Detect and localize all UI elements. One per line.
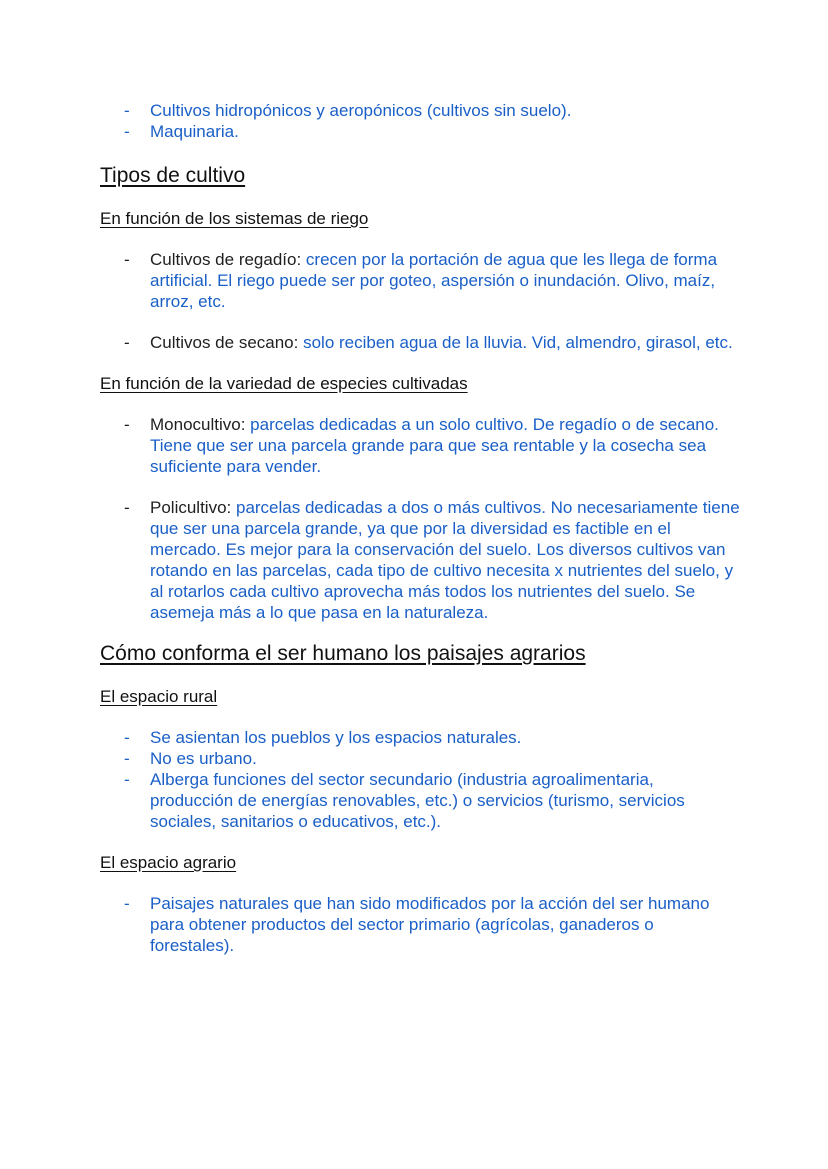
list-item: - Cultivos de regadío: crecen por la portación de agua que les llega de forma artificial. El riego puede ser por goteo, aspersión o inundación. Olivo, maíz, arroz, etc. [124,250,718,311]
dash-bullet: - [124,333,130,352]
rural-list [100,727,740,832]
item-label: Policultivo: [150,498,232,517]
subtitle-variedad: En función de la variedad de especies cultivadas [100,374,468,393]
subtitle-agrario: El espacio agrario [100,853,237,872]
section-title-paisajes: Cómo conforma el ser humano los paisajes agrarios [100,642,586,665]
subtitle-riego: En función de los sistemas de riego [100,209,369,228]
list-item: - Paisajes naturales que han sido modificados por la acción del ser humano para obtener productos del sector primario (agrícolas, ganaderos o forestales). [124,894,710,955]
item-label: Monocultivo: [150,415,246,434]
dash-bullet: - [124,122,130,141]
dash-bullet: - [124,101,130,120]
dash-bullet: - [124,415,130,434]
list-item: - Policultivo: parcelas dedicadas a dos o más cultivos. No necesariamente tiene que ser una parcela grande, ya que por la diversidad es factible en el mercado. Es mejor para la conservación del suelo. Los diversos cultivos van rotando en las parcelas, cada tipo de cultivo necesita x nutrientes del suelo, y al rotarlos cada cultivo aprovecha más todos los nutrientes del suelo. Se asemeja más a lo que pasa en la naturaleza. [124,498,740,622]
agrario-list [100,893,740,956]
dash-bullet: - [124,728,130,747]
document-page [100,100,740,956]
subtitle-rural: El espacio rural [100,687,218,706]
item-label: Cultivos de secano: [150,333,299,352]
dash-bullet: - [124,770,130,789]
variedad-list [100,414,740,623]
list-item: - Cultivos hidropónicos y aeropónicos (cultivos sin suelo). [124,101,572,120]
list-item: - Cultivos de secano: solo reciben agua de la lluvia. Vid, almendro, girasol, etc. [124,333,733,352]
list-item: - Monocultivo: parcelas dedicadas a un solo cultivo. De regadío o de secano. Tiene que ser una parcela grande para que sea rentable y la cosecha sea suficiente para vender. [124,415,719,476]
list-item: - No es urbano. [124,749,257,768]
top-list [100,100,740,142]
riego-list [100,249,740,353]
dash-bullet: - [124,749,130,768]
list-item: - Alberga funciones del sector secundario (industria agroalimentaria, producción de energías renovables, etc.) o servicios (turismo, servicios sociales, sanitarios o educativos, etc.). [124,770,685,831]
section-title-tipos: Tipos de cultivo [100,164,246,187]
list-item: - Se asientan los pueblos y los espacios naturales. [124,728,522,747]
dash-bullet: - [124,894,130,913]
dash-bullet: - [124,250,130,269]
dash-bullet: - [124,498,130,517]
item-label: Cultivos de regadío: [150,250,302,269]
list-item: - Maquinaria. [124,122,239,141]
